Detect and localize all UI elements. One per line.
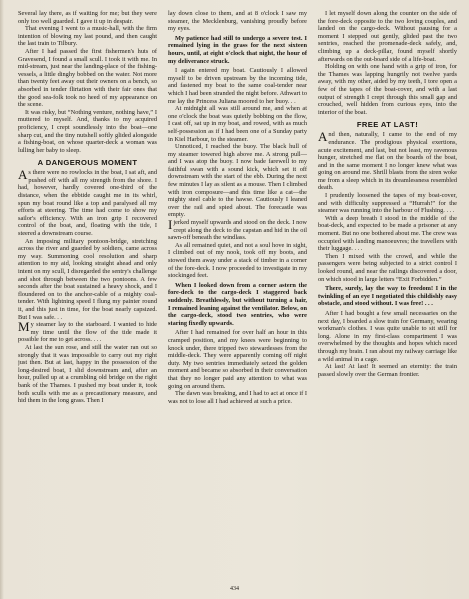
bold-paragraph: There, surely, lay the way to freedom! I in the twinkling of an eye I negotiated this childishly easy obstacle, and stood without. I was free! . . . (318, 285, 457, 308)
paragraph: It was risky, but “Nothing venture, nothing have,” I muttered to myself. And, thanks to my acquired proficiency, I crept soundlessly into the boat—one sharp cut, and the tiny nutshell softly glided alongside a fishing-boat, on whose quarter-deck a woman was lulling her baby to sleep. (18, 108, 157, 154)
column-right (318, 10, 457, 570)
paragraph: At last the sun rose, and still the water ran out so strongly that it was impossible to carry out my right just then. But at last, happy in the possession of the long-desired boat, I slid downstream and, after an hour, pulled up at a crumbling old bridge on the right bank of the Thames. I pushed my boat under it, took both sculls with me as a precautionary measure, and hid them in the long grass. Then I (18, 343, 157, 405)
paragraph: Unnoticed, I reached the buoy. The black hull of my steamer towered high above me. A strong pull—and I was atop the buoy. I now bade farewell to my faithful swan with a sound kick, which set it off downstream with the start of the ebb. During the next few minutes I lay as silent as a mouse. Then I climbed with iron composure—and this time like a cat—the mighty steel cable to the hawse. Cautiously I leaned over the rail and spied about. The forecastle was empty. (168, 143, 307, 219)
paragraph: I let myself down along the counter on the side of the fore-deck opposite to the two loving couples, and landed on the cargo-deck. Without pausing for a moment I stepped out gently, glided past the two sentries, reached the promenade-deck safely, and, climbing up a deck-pillar, found myself shortly afterwards on the out-board side of a life-boat. (318, 10, 457, 63)
column-left (18, 10, 157, 570)
paragraph-text: y steamer lay to the starboard. I wanted to hide my time until the flow of the tide made it possible for me to get across. . . . (18, 321, 157, 344)
paragraph: Holding on with one hand with a grip of iron, for the Thames was lapping hungrily not twelve yards away, with my other, aided by my teeth, I tore open a few of the tapes of the boat-cover, and with a last output of strength I crept through this small gap and crouched, well hidden from curious eyes, into the interior of the boat. (318, 63, 457, 116)
section-heading: FREE AT LAST! (356, 120, 419, 130)
page-binding-shadow (0, 0, 4, 599)
paragraph-text: nd then, naturally, I came to the end of my endurance. The prodigious physical exertions, acute excitement, and last, but not least, my ravenous hunger, stretched me flat on the boards of the boat, and in the same moment I no longer knew what was going on around me. Shrill blasts from the siren woke me from a sleep which in its dreamlessness resembled death. (318, 131, 457, 192)
paragraph: Several lay there, as if waiting for me; but they were only too well guarded. I gave it up in despair. (18, 10, 157, 25)
paragraph: After I had remained for over half an hour in this cramped position, and my knees were beginning to knock under, there tripped two stewardesses from the middle-deck. They were apparently coming off night duty. My two sentries immediately seized the golden moment and became so absorbed in their conversation that they no longer paid any attention to what was going on around them. (168, 329, 307, 390)
paragraph-text: s there were no rowlocks in the boat, I sat aft, and pushed off with all my strength from the shore. I had, however, hardly covered one-third of the distance, when the ebbtide caught me in its whirl, spun my boat round like a top and paralysed all my efforts at steering. The time had come to show my sailor's efficiency. With an iron grip I recovered control of the boat, and, floating with the tide, I steered a downstream course. (18, 169, 157, 238)
section-heading: A DANGEROUS MOMENT (37, 158, 138, 168)
drop-cap-letter: I (168, 217, 173, 233)
bold-paragraph: When I looked down from a corner astern the fore-deck to the cargo-deck I staggered back suddenly. Breathlessly, but without turning a hair, I remained leaning against the ventilator. Below, on the cargo-deck, stood two sentries, who were staring fixedly upwards. (168, 281, 307, 327)
paragraph: At midnight all was still around me, and when at one o'clock the boat was quietly bobbing on the flow, I cast off, sat up in my boat, and rowed, with as much self-possession as if I had been one of a Sunday party in Kiel Harbour, to the steamer. (168, 105, 307, 143)
paragraph-with-dropcap (18, 321, 157, 344)
paragraph-text: jerked myself upwards and stood on the deck. I now crept along the deck to the capstan and hid in the oil sawn-off beneath the windlass. (168, 219, 307, 242)
bold-paragraph: My patience had still to undergo a severe test. I remained lying in the grass for the next sixteen hours, until, at eight o'clock that night, the hour of my deliverance struck. (168, 34, 307, 65)
paragraph: After I had bought a few small necessaries on the next day, I boarded a slow train for Germany, wearing workman's clothes. I was quite unable to sit still for long. Alone in my first-class compartment I was overwhelmed by the thoughts and hopes which raced through my brain. I ran about my railway carriage like a wild animal in a cage. (318, 309, 457, 363)
text-columns (18, 10, 463, 570)
column-middle (168, 10, 307, 570)
paragraph: The dawn was breaking, and I had to act at once if I was not to lose all I had achieved at such a price. (168, 390, 307, 405)
paragraph: lay down close to them, and at 8 o'clock I saw my steamer, the Mecklenburg, vanishing proudly before my eyes. (168, 10, 307, 33)
paragraph: After I had passed the first fishermen's huts of Gravesend, I found a small scull. I took it with me. In mid-stream, just near the landing-place of the fishing-vessels, a little dinghy bobbed on the water. Not more than twenty feet away out their owners on a bench, so absorbed in tender flirtation with their fair ones that the good sea-folk took no heed of my appearance on the scene. (18, 47, 157, 109)
paragraph: As all remained quiet, and not a soul hove in sight, I climbed out of my nook, took off my boots, and stowed them away under a stack of timber in a corner of the fore-deck. I now proceeded to investigate in my stockinged feet. (168, 241, 307, 280)
page-number: 434 (230, 586, 239, 592)
drop-cap-letter: A (18, 167, 28, 183)
paragraph: I again entered my boat. Cautiously I allowed myself to be driven upstream by the incoming tide, and fastened my boat to the same coal-tender near which I had been stranded the night before. Athwart to me lay the Princess Juliana moored to her buoy. . . (168, 67, 307, 105)
paragraph: With a deep breath I stood in the middle of the boat-deck, and expected to be made a prisoner at any moment. But no one bothered about me. The crew was occupied with landing manoeuvres; the travellers with their luggage. . . . (318, 214, 457, 253)
paragraph: I prudently loosened the tapes of my boat-cover, and with difficulty suppressed a “Hurrah!” for the steamer was running into the harbour of Flushing. . . . (318, 192, 457, 215)
paragraph-with-dropcap (168, 219, 307, 242)
paragraph: Then I mixed with the crowd, and while the passengers were being subjected to a strict control I looked round, and near the railings discovered a door, on which stood in large letters “Exit Forbidden.” (318, 252, 457, 283)
paragraph-with-dropcap (18, 169, 157, 237)
paragraph: That evening I went to a music-hall, with the firm intention of blowing my last pound, and then caught the last train to Tilbury. (18, 25, 157, 48)
paragraph: At last! At last! It seemed an eternity: the train passed slowly over the German frontier. (318, 363, 457, 378)
drop-cap-letter: A (318, 129, 328, 145)
paragraph: An imposing military pontoon-bridge, stretching across the river and guarded by soldiers, came across my way. Summoning cool resolution and sharp attention to my aid, looking straight ahead and only intent on my scull, I disregarded the sentry's challenge and shot through between the two pontoons. A few seconds after the boat sustained a heavy shock, and I floundered on to the anchor-cable of a mighty coal-tender. With lightning speed I flung my painter round it, and this just in time, for the boat nearly capsized. But I was safe. . . (18, 237, 157, 321)
paragraph-with-dropcap (318, 131, 457, 192)
drop-cap-letter: M (18, 319, 30, 335)
